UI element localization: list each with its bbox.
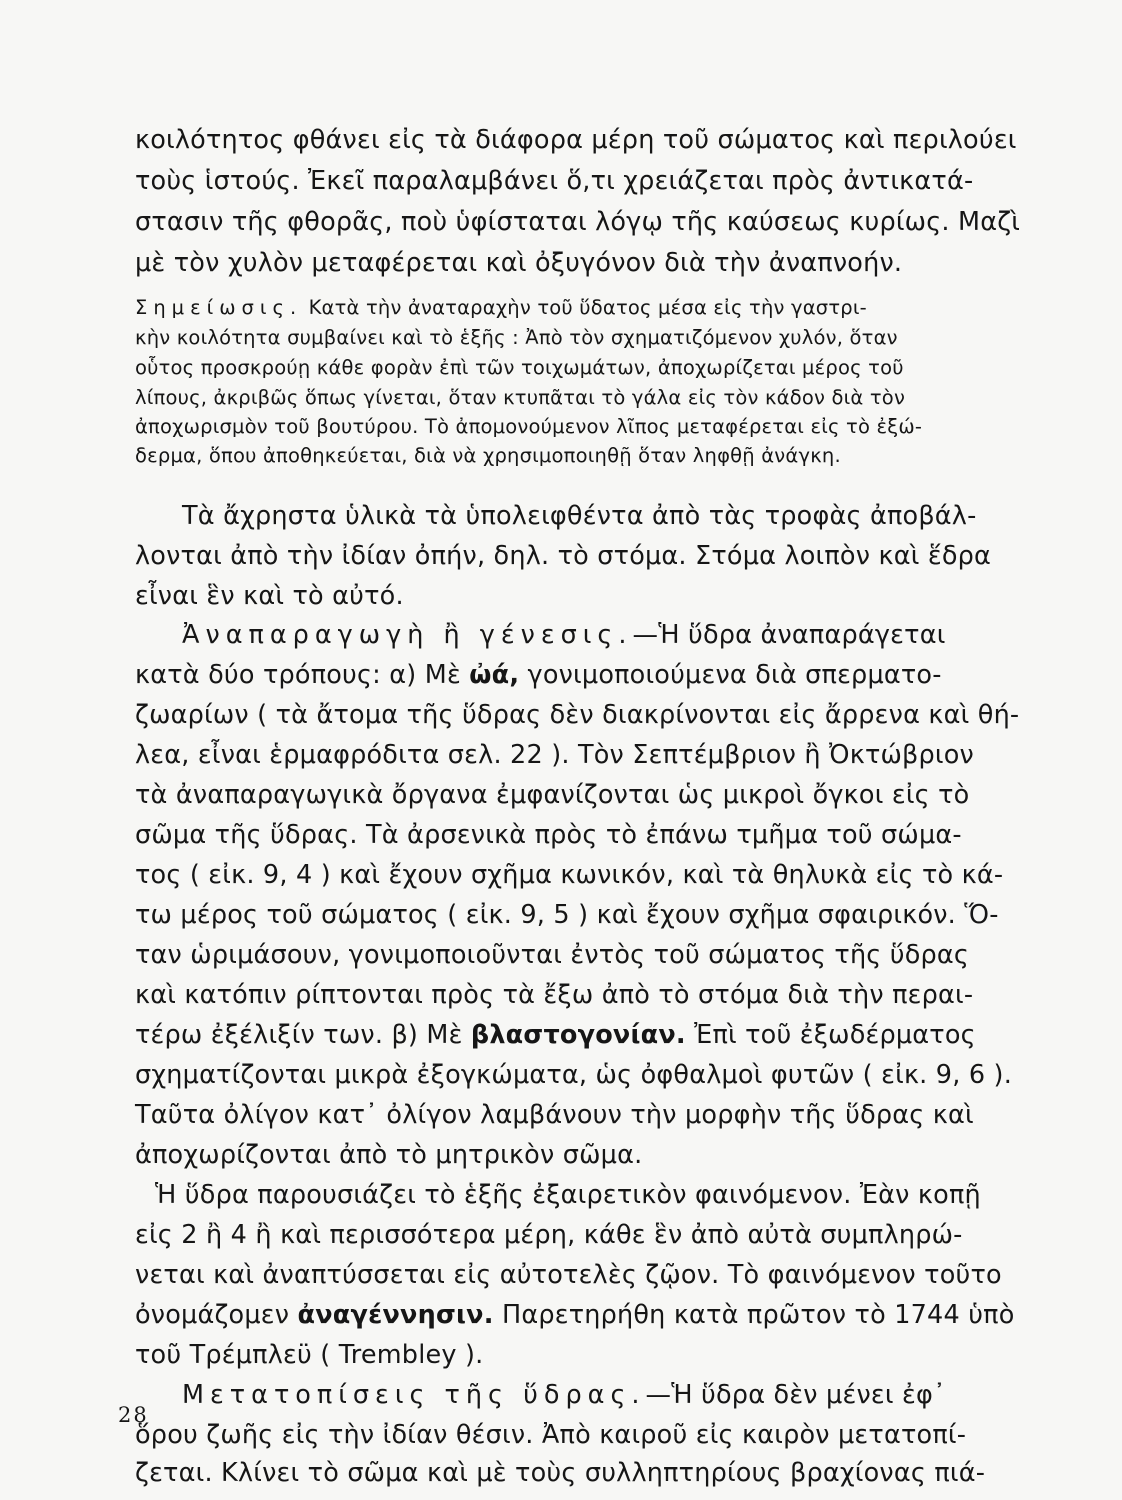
section-heading-line (182, 1380, 946, 1410)
section-heading: Μετατοπίσεις τῆς ὕδρας. (182, 1380, 646, 1410)
text-line: τος ( εἰκ. 9, 4 ) καὶ ἔχουν σχῆμα κωνικόν, καὶ τὰ θηλυκὰ εἰς τὸ κά- (135, 860, 1004, 890)
note-line: λίπους, ἀκριβῶς ὅπως γίνεται, ὅταν κτυπᾶται τὸ γάλα εἰς τὸν κάδον διὰ τὸν (135, 386, 906, 409)
note-line: ἀποχωρισμὸν τοῦ βουτύρου. Τὸ ἀπομονούμενον λῖπος μεταφέρεται εἰς τὸ ἐξώ- (135, 415, 923, 438)
text-line: ζωαρίων ( τὰ ἄτομα τῆς ὕδρας δὲν διακρίνονται εἰς ἄρρενα καὶ θή- (135, 700, 1020, 730)
note-line: δερμα, ὅπου ἀποθηκεύεται, διὰ νὰ χρησιμοποιηθῇ ὅταν ληφθῇ ἀνάγκη. (135, 444, 841, 467)
text-line: νεται καὶ ἀναπτύσσεται εἰς αὐτοτελὲς ζῷον. Τὸ φαινόμενον τοῦτο (135, 1260, 1002, 1290)
text-span: ὀνομάζομεν (135, 1300, 298, 1330)
note-first-line (135, 296, 867, 319)
text-line: ἀποχωρίζονται ἀπὸ τὸ μητρικὸν σῶμα. (135, 1140, 643, 1170)
text-line: τω μέρος τοῦ σώματος ( εἰκ. 9, 5 ) καὶ ἔχουν σχῆμα σφαιρικόν. Ὅ- (135, 900, 999, 930)
text-line: Τὰ ἄχρηστα ὑλικὰ τὰ ὑπολειφθέντα ἀπὸ τὰς τροφὰς ἀποβάλ- (182, 501, 977, 531)
text-span: γονιμοποιούμενα διὰ σπερματο- (519, 660, 942, 690)
text-span: τέρω ἐξέλιξίν των. β) Μὲ (135, 1020, 471, 1050)
text-line: λεα, εἶναι ἑρμαφρόδιτα σελ. 22 ). Τὸν Σεπτέμβριον ἢ Ὀκτώβριον (135, 740, 974, 770)
page-number: 28 (118, 1403, 149, 1427)
note-line: κὴν κοιλότητα συμβαίνει καὶ τὸ ἑξῆς : Ἀπὸ τὸν σχηματιζόμενον χυλόν, ὅταν (135, 326, 898, 349)
text-line: ὅρου ζωῆς εἰς τὴν ἰδίαν θέσιν. Ἀπὸ καιροῦ εἰς καιρὸν μετατοπί- (135, 1420, 967, 1450)
text-line: κοιλότητος φθάνει εἰς τὰ διάφορα μέρη τοῦ σώματος καὶ περιλούει (135, 125, 1017, 155)
text-span: Ἐπὶ τοῦ ἐξωδέρματος (685, 1020, 976, 1050)
note-first-line-text: Κατὰ τὴν ἀναταραχὴν τοῦ ὕδατος μέσα εἰς τὴν γαστρι- (308, 296, 867, 319)
text-line (135, 660, 942, 690)
text-line: εἰς 2 ἢ 4 ἢ καὶ περισσότερα μέρη, κάθε ἓν ἀπὸ αὐτὰ συμπληρώ- (135, 1220, 963, 1250)
text-line: τοῦ Τρέμπλεϋ ( Trembley ). (135, 1340, 484, 1370)
text-line (135, 1300, 1015, 1330)
text-span: κατὰ δύο τρόπους: α) Μὲ (135, 660, 470, 690)
note-line: οὗτος προσκρούῃ κάθε φορὰν ἐπὶ τῶν τοιχωμάτων, ἀποχωρίζεται μέρος τοῦ (135, 356, 904, 379)
section-heading: Ἀναπαραγωγὴ ἢ γένεσις. (182, 620, 633, 650)
bold-term-budding: βλαστογονίαν. (470, 1020, 686, 1050)
text-line: στασιν τῆς φθορᾶς, ποὺ ὑφίσταται λόγῳ τῆς καύσεως κυρίως. Μαζὶ (135, 207, 1021, 237)
text-line: ταν ὡριμάσουν, γονιμοποιοῦνται ἐντὸς τοῦ σώματος τῆς ὕδρας (135, 940, 970, 970)
text-line: λονται ἀπὸ τὴν ἰδίαν ὀπήν, δηλ. τὸ στόμα. Στόμα λοιπὸν καὶ ἕδρα (135, 541, 992, 571)
text-line: σχηματίζονται μικρὰ ἐξογκώματα, ὡς ὀφθαλμοὶ φυτῶν ( εἰκ. 9, 6 ). (135, 1060, 1013, 1090)
text-line (135, 1020, 976, 1050)
note-label: Σημείωσις. (135, 296, 303, 319)
text-line: εἶναι ἓν καὶ τὸ αὐτό. (135, 581, 404, 611)
bold-term-regeneration: ἀναγέννησιν. (297, 1300, 494, 1330)
text-line: Ἡ ὕδρα παρουσιάζει τὸ ἑξῆς ἐξαιρετικὸν φαινόμενον. Ἐὰν κοπῇ (155, 1180, 981, 1210)
text-line: ζεται. Κλίνει τὸ σῶμα καὶ μὲ τοὺς συλληπτηρίους βραχίονας πιά- (135, 1458, 986, 1488)
bold-term-eggs: ὠά, (469, 660, 520, 690)
text-line: τὰ ἀναπαραγωγικὰ ὄργανα ἐμφανίζονται ὡς μικροὶ ὄγκοι εἰς τὸ (135, 780, 970, 810)
heading-rest: —Ἡ ὕδρα ἀναπαράγεται (632, 620, 946, 650)
text-line: σῶμα τῆς ὕδρας. Τὰ ἀρσενικὰ πρὸς τὸ ἐπάνω τμῆμα τοῦ σώμα- (135, 820, 962, 850)
text-line: καὶ κατόπιν ρίπτονται πρὸς τὰ ἔξω ἀπὸ τὸ στόμα διὰ τὴν περαι- (135, 980, 974, 1010)
text-span: Παρετηρήθη κατὰ πρῶτον τὸ 1744 ὑπὸ (493, 1300, 1015, 1330)
text-line: τοὺς ἱστούς. Ἐκεῖ παραλαμβάνει ὅ,τι χρειάζεται πρὸς ἀντικατά- (135, 166, 974, 196)
text-line: Ταῦτα ὀλίγον κατ᾽ ὀλίγον λαμβάνουν τὴν μορφὴν τῆς ὕδρας καὶ (135, 1100, 974, 1130)
text-line: μὲ τὸν χυλὸν μεταφέρεται καὶ ὀξυγόνον διὰ τὴν ἀναπνοήν. (135, 248, 903, 278)
section-heading-line (182, 620, 946, 650)
heading-rest: —Ἡ ὕδρα δὲν μένει ἐφ᾽ (645, 1380, 946, 1410)
